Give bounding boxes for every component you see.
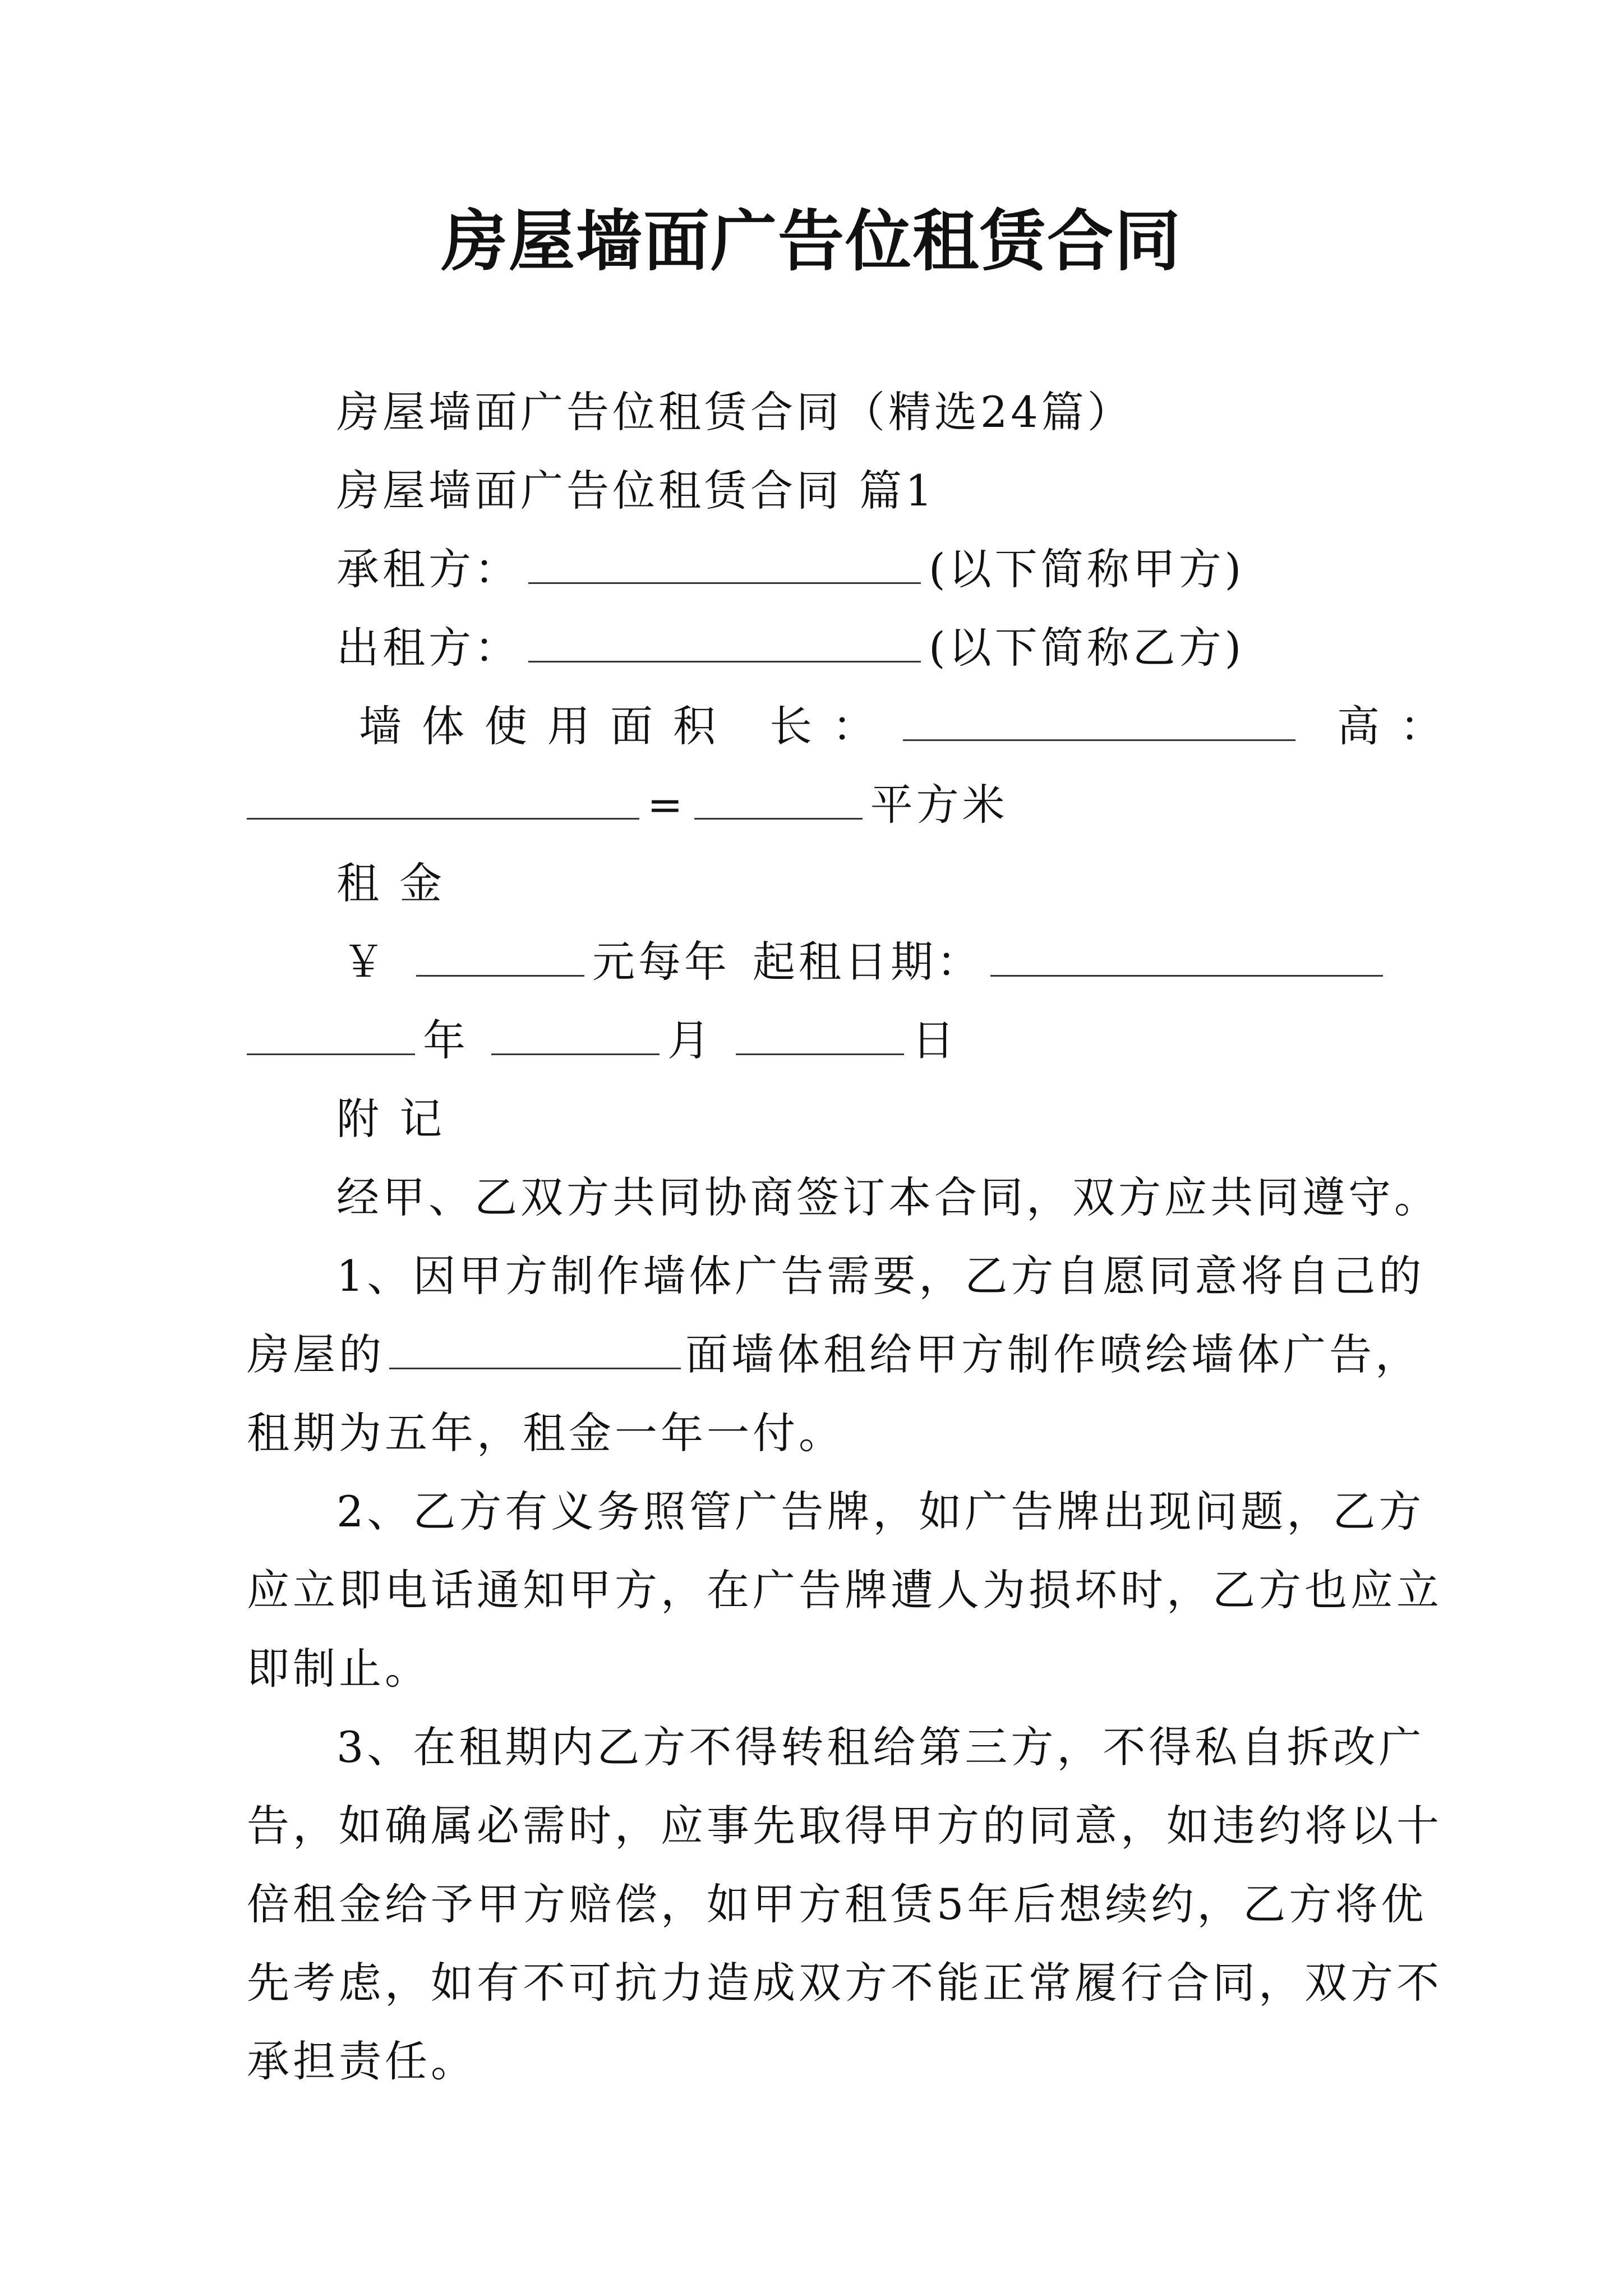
lessee-blank[interactable] — [528, 545, 921, 584]
rent-heading: 租 金 — [336, 858, 446, 908]
start-date-label: 起租日期： — [753, 937, 983, 987]
clause-3-line-3: 倍租金给予甲方赔偿，如甲方租赁5年后想续约，乙方将优 — [247, 1879, 1427, 1929]
lessor-note: (以下简称乙方) — [929, 623, 1245, 673]
lessee-note: (以下简称甲方) — [929, 544, 1245, 594]
rent-blank[interactable] — [416, 938, 584, 977]
lessee-label: 承租方： — [336, 544, 520, 594]
clause-1-line-3: 租期为五年，租金一年一付。 — [247, 1408, 845, 1458]
area-line — [359, 698, 1463, 754]
unit-sqm: 平方米 — [870, 780, 1008, 830]
area-blank[interactable] — [694, 781, 863, 820]
clause-1-text-b: 面墙体租给甲方制作喷绘墙体广告， — [685, 1329, 1421, 1379]
appendix-heading: 附 记 — [336, 1094, 446, 1144]
clause-3-line-1: 3、在租期内乙方不得转租给第三方，不得私自拆改广 — [336, 1722, 1425, 1772]
year-blank[interactable] — [247, 1016, 415, 1055]
height-blank[interactable] — [247, 781, 639, 820]
month-blank[interactable] — [491, 1016, 660, 1055]
rent-line — [342, 934, 1391, 990]
month-label: 月 — [667, 1015, 713, 1065]
day-blank[interactable] — [736, 1016, 904, 1055]
lessee-line — [336, 541, 1244, 597]
wall-blank[interactable] — [389, 1331, 681, 1369]
clause-2-line-3: 即制止。 — [247, 1644, 431, 1694]
clause-3-line-5: 承担责任。 — [247, 2036, 477, 2086]
area-label: 墙体使用面积 — [359, 701, 736, 751]
date-line — [247, 1013, 958, 1069]
section-heading: 房屋墙面广告位租赁合同 篇1 — [336, 466, 936, 516]
lessor-label: 出租方： — [336, 623, 520, 673]
length-label: 长： — [769, 701, 895, 751]
lessor-line — [336, 620, 1244, 676]
clause-1-text-a: 房屋的 — [247, 1329, 385, 1379]
day-label: 日 — [912, 1015, 958, 1065]
currency-symbol: ￥ — [342, 937, 388, 987]
length-blank[interactable] — [903, 702, 1295, 741]
height-label: 高： — [1337, 701, 1463, 751]
start-date-blank[interactable] — [990, 938, 1383, 977]
clause-2-line-1: 2、乙方有义务照管广告牌，如广告牌出现问题，乙方 — [336, 1487, 1425, 1536]
lessor-blank[interactable] — [528, 624, 921, 662]
document-title: 房屋墙面广告位租赁合同 — [441, 202, 1182, 280]
year-label: 年 — [423, 1015, 469, 1065]
clause-1-line-2 — [247, 1327, 1421, 1383]
clause-1-line-1: 1、因甲方制作墙体广告需要，乙方自愿同意将自己的 — [336, 1251, 1425, 1301]
clause-3-line-4: 先考虑，如有不可抗力造成双方不能正常履行合同，双方不 — [247, 1958, 1442, 2008]
equals-sign: = — [647, 780, 686, 830]
clause-3-line-2: 告，如确属必需时，应事先取得甲方的同意，如违约将以十 — [247, 1801, 1442, 1851]
per-year-label: 元每年 — [592, 937, 730, 987]
subtitle: 房屋墙面广告位租赁合同（精选24篇） — [336, 387, 1133, 437]
area-result-line — [247, 777, 1008, 833]
clause-2-line-2: 应立即电话通知甲方，在广告牌遭人为损坏时，乙方也应立 — [247, 1565, 1442, 1615]
intro-paragraph: 经甲、乙双方共同协商签订本合同，双方应共同遵守。 — [336, 1172, 1440, 1222]
